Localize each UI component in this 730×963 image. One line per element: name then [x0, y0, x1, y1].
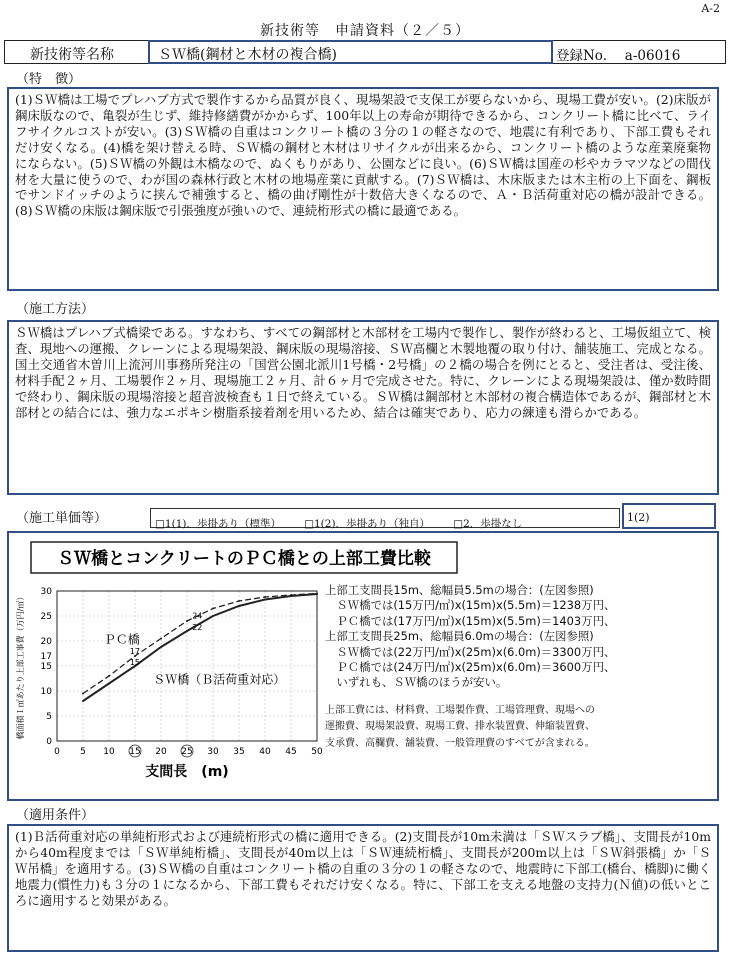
chart-explanation [325, 583, 615, 752]
series-label-sw: ＳＷ橋（Ｂ活荷重対応） [153, 672, 286, 687]
chart-text-line: 上部工支間長25m、総幅員6.0mの場合：(左図参照) [325, 629, 594, 644]
reg-label: 登録No. [556, 48, 607, 64]
selected-option: 1(2) [627, 511, 650, 524]
data-point [212, 608, 214, 610]
data-point [82, 693, 84, 695]
x-tick-label: 20 [155, 747, 167, 757]
chart-text-line: ＳＷ橋では(15万円/㎡)x(15m)x(5.5m)＝1238万円、 [325, 598, 616, 613]
x-tick-label: 35 [233, 747, 245, 757]
x-tick-label: 0 [54, 747, 60, 757]
data-point [160, 646, 162, 648]
conditions-text: (1)Ｂ活荷重対応の単純桁形式および連続桁形式の橋に適用できる。(2)支間長が10m未満は「ＳＷスラブ橋」、支間長が10mから40m程度までは「ＳＷ単純桁橋」、支間長が40m以上は「ＳＷ連続桁橋」、支間長が200m以上は「ＳＷ斜張橋」か「ＳＷ吊橋」を適用する。(3)ＳＷ橋の自重はコンクリート橋の自重の３分の１の軽さなので、地震時に下部工(橋台、橋脚)に働く地震力(慣性力)も３分の１になるから、下部工費もそれだけ安くなる。特に、下部工を支える地盤の支持力(Ｎ値)の低いところに適用すると効果がある。 [15, 829, 711, 908]
x-tick-label: 10 [103, 747, 115, 757]
data-point [108, 683, 110, 685]
features-box [7, 87, 719, 291]
conditions-box [7, 824, 719, 952]
data-point [290, 595, 292, 597]
page-number: A-2 [701, 2, 720, 15]
value-annotation: 22 [192, 623, 203, 632]
y-tick-label: 0 [46, 737, 52, 747]
y-axis-label: 橋面積１㎡あたり上部工事費（万円/㎡） [16, 592, 25, 740]
chart-text-line: ＳＷ橋では(22万円/㎡)x(25m)x(6.0m)＝3300万円、 [325, 644, 616, 659]
x-tick-label: 50 [311, 747, 323, 757]
data-point [108, 675, 110, 677]
option-none[interactable]: □2．歩掛なし [453, 518, 523, 530]
features-text: (1)ＳＷ橋は工場でプレハブ方式で製作するから品質が良く、現場架設で支保工が要らないから、現場工費が安い。(2)床版が鋼床版なので、亀裂が生じず、維持修繕費がかからず、100年以上の寿命が期待できるから、コンクリート橋に比べて、ライフサイクルコストが安い。(3)ＳＷ橋の自重はコンクリート橋の３分の１の軽さなので、地震に有利であり、下部工費もそれだけ安くなる。(4)橋を架け替える時、ＳＷ橋の鋼材と木材はリサイクルが出来るから、コンクリート橋のような産業廃棄物にならない。(5)ＳＷ橋の外観は木橋なので、ぬくもりがあり、公園などに良い。(6)ＳＷ橋は国産の杉やカラマツなどの間伐材を大量に使うので、わが国の森林行政と木材の地場産業に貢献する。(7)ＳＷ橋は、木床版または木主桁の上下面を、鋼板でサンドイッチのように挟んで補強すると、橋の曲げ剛性が十数倍大きくなるので、Ａ・Ｂ活荷重対応の橋が設計できる。(8)ＳＷ橋の床版は鋼床版で引張強度が強いので、連続桁形式の橋に最適である。 [15, 92, 711, 219]
unit-price-options [150, 508, 620, 528]
chart-note-line: 運搬費、現場架設費、現場工費、排水装置費、伸縮装置費、 [325, 721, 595, 733]
chart-title: ＳＷ橋とコンクリートのＰＣ橋との上部工費比較 [57, 549, 431, 569]
data-point [186, 620, 188, 622]
conditions-heading: （適用条件） [16, 808, 95, 823]
chart-text-line: ＰＣ橋では(24万円/㎡)x(25m)x(6.0m)＝3600万円、 [325, 660, 616, 675]
data-point [264, 599, 266, 601]
data-point [82, 700, 84, 702]
data-point [186, 630, 188, 632]
x-tick-label: 25 [181, 747, 193, 757]
x-tick-label: 45 [285, 747, 297, 757]
page-title: 新技術等 申請資料（２／５） [260, 23, 470, 39]
data-point [160, 638, 162, 640]
x-axis-label: 支間長 (m) [145, 764, 229, 780]
series-label-pc: ＰＣ橋 [103, 632, 140, 647]
reg-value: a-06016 [624, 48, 681, 64]
name-label: 新技術等名称 [30, 47, 114, 63]
y-tick-label: 20 [40, 637, 52, 647]
option-original[interactable]: □1(2)．歩掛あり（独自） [304, 518, 431, 530]
data-point [264, 596, 266, 598]
data-point [212, 615, 214, 617]
value-annotation: 17 [129, 647, 140, 656]
y-tick-label: 15 [40, 662, 52, 672]
chart-note-line: 支承費、高欄費、舗装費、一般管理費のすべてが含まれる。 [325, 737, 595, 749]
method-box [7, 320, 719, 495]
x-tick-label: 40 [259, 747, 271, 757]
y-tick-label: 25 [40, 612, 52, 622]
option-standard[interactable]: □1(1)．歩掛あり（標準） [155, 518, 281, 530]
chart-box [7, 531, 719, 801]
chart-text-line: ＰＣ橋では(17万円/㎡)x(15m)x(5.5m)＝1403万円、 [325, 613, 616, 628]
x-tick-label: 5 [80, 747, 86, 757]
name-value-box [148, 40, 553, 64]
y-tick-label: 17 [40, 652, 52, 662]
x-tick-label: 15 [129, 747, 141, 757]
chart-text-line: いずれも、ＳＷ橋のほうが安い。 [325, 675, 508, 690]
selected-option-box [622, 503, 716, 529]
y-tick-label: 10 [40, 687, 52, 697]
data-point [238, 600, 240, 602]
value-annotation: 24 [192, 611, 203, 621]
y-tick-label: 5 [46, 712, 52, 722]
method-text: ＳＷ橋はプレハブ式橋梁である。すなわち、すべての鋼部材と木部材を工場内で製作し、製作が終わると、工場仮組立て、検査、現地への運搬、クレーンによる現場架設、鋼床版の現場溶接、ＳＷ高欄と木製地覆の取り付け、舗装施工、完成となる。国土交通省木曽川上流河川事務所発注の「国営公園北派川1号橋・2号橋」の２橋の場合を例にとると、受注者は、受注後、材料手配２ヶ月、工場製作２ヶ月、現場施工２ヶ月、計６ヶ月で完成させた。特に、クレーンによる現場架設は、僅か数時間で終わり、鋼床版の現場溶接と超音波検査も１日で終えている。ＳＷ橋は鋼部材と木部材の複合構造体であるが、鋼部材と木部材との結合には、強力なエポキシ樹脂系接着剤を用いるため、結合は確実であり、応力の練達も滑らかである。 [15, 325, 711, 420]
unit-price-heading: （施工単価等） [16, 511, 108, 526]
y-tick-label: 30 [40, 587, 52, 597]
method-heading: （施工方法） [16, 302, 95, 317]
name-value: ＳＷ橋(鋼材と木材の複合橋) [158, 47, 337, 63]
value-annotation: 15 [129, 658, 140, 667]
features-heading: （特 徴） [16, 72, 82, 87]
chart-note-line: 上部工費には、材料費、工場製作費、工場管理費、現場への [325, 704, 595, 716]
data-point [238, 605, 240, 607]
chart-text-line: 上部工支間長15m、総幅員5.5mの場合：(左図参照) [325, 583, 594, 597]
data-point [316, 593, 318, 595]
registration-number [556, 44, 680, 64]
x-tick-label: 30 [207, 747, 219, 757]
